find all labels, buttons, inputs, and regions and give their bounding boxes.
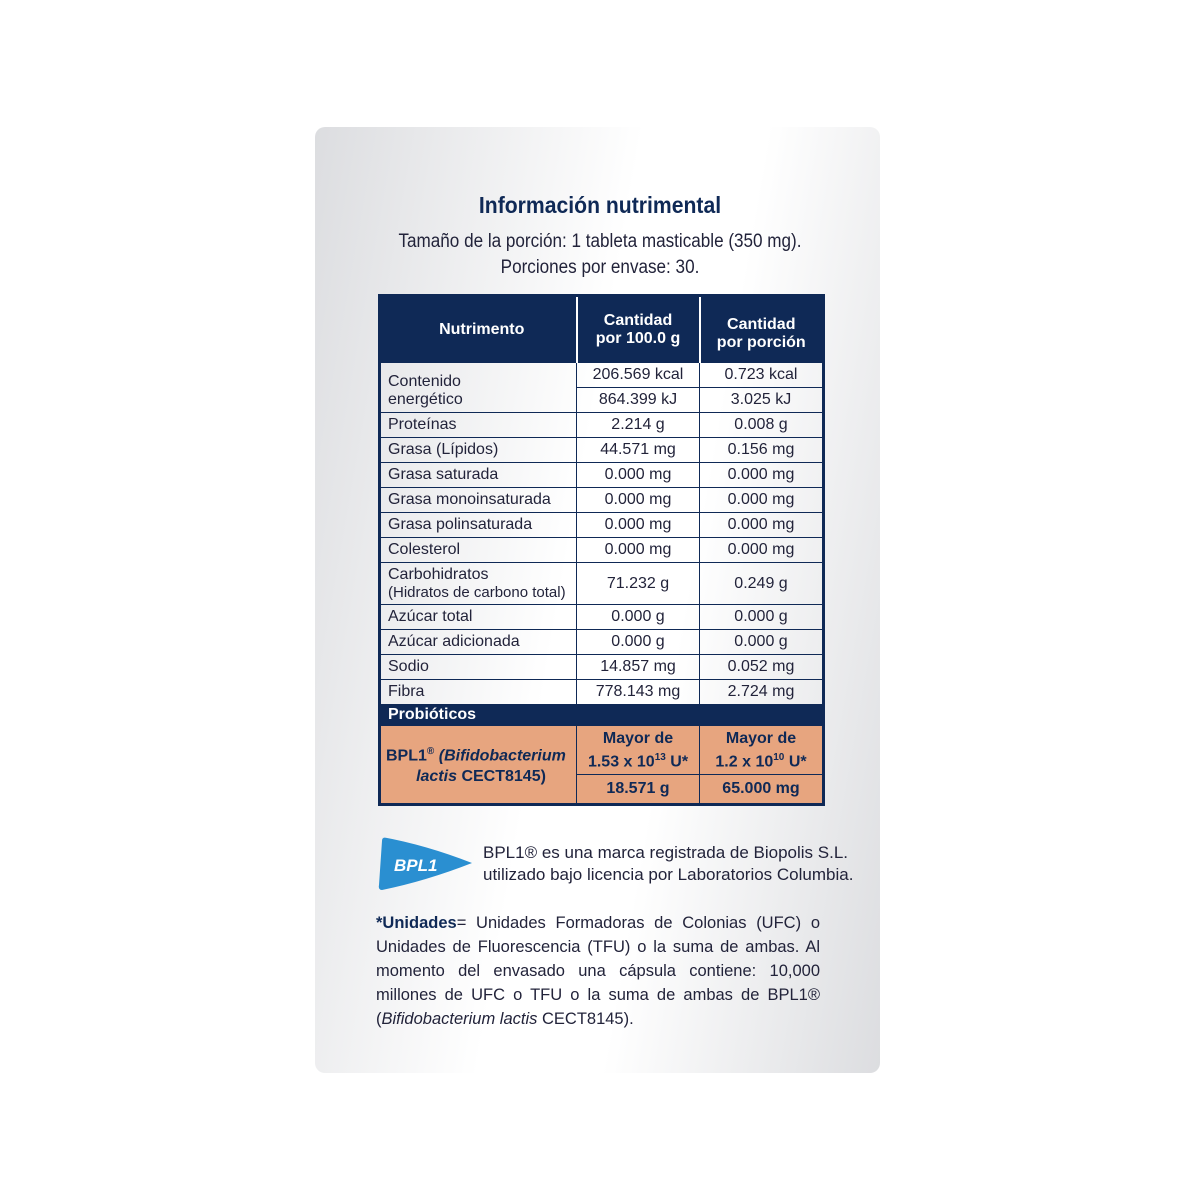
table-row: [380, 438, 824, 463]
bpl1-mass-100: 18.571 g: [577, 775, 700, 805]
nutrient-name: Sodio: [380, 655, 577, 680]
table-header: [380, 296, 824, 363]
servings-per-container: Porciones por envase: 30.: [500, 257, 700, 278]
table-row: [380, 680, 824, 705]
table-row: [380, 463, 824, 488]
value-per-100: 14.857 mg: [577, 655, 700, 680]
table-row: [380, 488, 824, 513]
value-per-portion: 0.000 mg: [700, 488, 824, 513]
bpl1-mass-portion: 65.000 mg: [700, 775, 824, 805]
bpl1-cfu-portion: Mayor de 1.2 x $10^{10}$ U*: [700, 726, 824, 775]
nutrient-name: Azúcar adicionada: [380, 630, 577, 655]
table-row: [380, 413, 824, 438]
serving-size: Tamaño de la porción: 1 tableta masticable (350 mg).: [398, 231, 802, 252]
trademark-note: BPL1® es una marca registrada de Biopolis S.L. utilizado bajo licencia por Laboratorios Columbia.: [483, 843, 854, 884]
energy-kcal-100: 206.569 kcal: [577, 363, 700, 388]
table-row: [380, 630, 824, 655]
header-per-portion: Cantidad por porción: [700, 296, 824, 363]
bpl1-logo-text: BPL1: [394, 856, 438, 875]
value-per-portion: 0.008 g: [700, 413, 824, 438]
value-per-100: 0.000 mg: [577, 463, 700, 488]
value-per-100: 0.000 mg: [577, 513, 700, 538]
table-row: [380, 655, 824, 680]
carbs-per-portion: 0.249 g: [700, 563, 824, 605]
table-row: [380, 538, 824, 563]
value-per-100: 0.000 mg: [577, 538, 700, 563]
bpl1-row: [380, 726, 824, 775]
value-per-portion: 0.052 mg: [700, 655, 824, 680]
table-row: [380, 563, 824, 605]
energy-kcal-portion: 0.723 kcal: [700, 363, 824, 388]
nutrient-name: Colesterol: [380, 538, 577, 563]
page-title: Información nutrimental: [478, 192, 722, 218]
bpl1-name: BPL1® (Bifidobacterium lactis CECT8145): [380, 726, 577, 805]
value-per-portion: 0.000 g: [700, 630, 824, 655]
units-footnote: *Unidades= Unidades Formadoras de Colonias (UFC) o Unidades de Fluorescencia (TFU) o la suma de ambas. Al momento del envasado una cápsula contiene: 10,000 millones de UFC o TFU o la suma de ambas de BPL1® (Bifidobacterium lactis CECT8145).: [376, 914, 820, 1028]
value-per-100: 778.143 mg: [577, 680, 700, 705]
table-row: [380, 513, 824, 538]
carbs-label: Carbohidratos (Hidratos de carbono total): [380, 563, 577, 605]
value-per-100: 0.000 mg: [577, 488, 700, 513]
nutrient-name: Proteínas: [380, 413, 577, 438]
energy-kj-100: 864.399 kJ: [577, 388, 700, 413]
table-row: [380, 363, 824, 388]
value-per-portion: 0.000 g: [700, 605, 824, 630]
energy-label: Contenido energético: [380, 363, 577, 413]
header-nutrimento: Nutrimento: [380, 296, 577, 363]
probiotics-label: Probióticos: [380, 705, 824, 726]
value-per-portion: 0.000 mg: [700, 513, 824, 538]
value-per-portion: 0.000 mg: [700, 538, 824, 563]
bpl1-logo-icon: [378, 835, 474, 892]
bpl1-cfu-100: Mayor de 1.53 x $10^{13}$ U*: [577, 726, 700, 775]
value-per-100: 0.000 g: [577, 630, 700, 655]
nutrition-table: [378, 294, 825, 806]
probiotics-section: [380, 705, 824, 726]
value-per-portion: 0.000 mg: [700, 463, 824, 488]
value-per-portion: 2.724 mg: [700, 680, 824, 705]
value-per-100: 44.571 mg: [577, 438, 700, 463]
nutrient-name: Grasa monoinsaturada: [380, 488, 577, 513]
nutrient-name: Fibra: [380, 680, 577, 705]
nutrient-name: Grasa saturada: [380, 463, 577, 488]
nutrient-name: Azúcar total: [380, 605, 577, 630]
table-row: [380, 605, 824, 630]
nutrient-name: Grasa (Lípidos): [380, 438, 577, 463]
header-per-100: Cantidad por 100.0 g: [577, 296, 700, 363]
carbs-per-100: 71.232 g: [577, 563, 700, 605]
energy-kj-portion: 3.025 kJ: [700, 388, 824, 413]
value-per-100: 0.000 g: [577, 605, 700, 630]
nutrient-name: Grasa polinsaturada: [380, 513, 577, 538]
value-per-portion: 0.156 mg: [700, 438, 824, 463]
value-per-100: 2.214 g: [577, 413, 700, 438]
